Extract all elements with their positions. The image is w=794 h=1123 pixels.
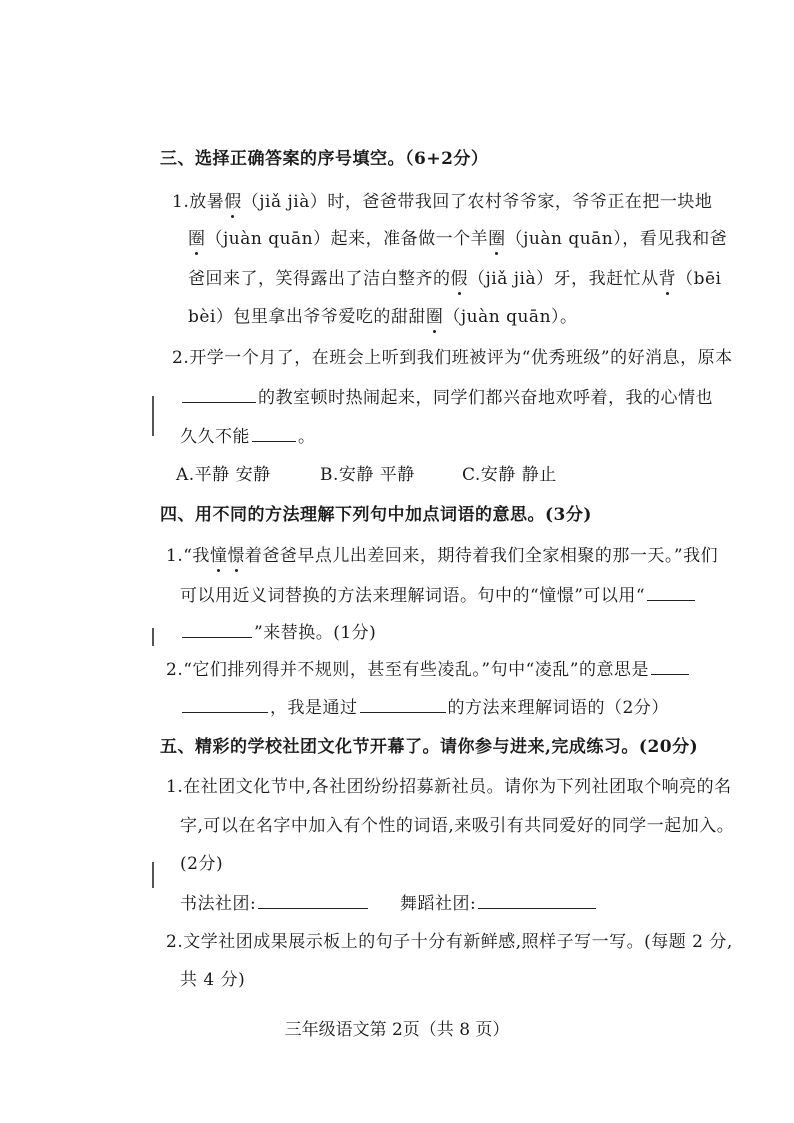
s3-q2-option-a: A.平静 安静 — [176, 465, 271, 485]
section-4-title: 四、用不同的方法理解下列句中加点词语的意思。(3分) — [160, 505, 592, 525]
s4-q2-line-2 — [180, 696, 669, 719]
section-3-title: 三、选择正确答案的序号填空。（6+2分） — [160, 149, 489, 169]
s5-q2-line-1: 2.文学社团成果展示板上的句子十分有新鲜感,照样子写一写。(每题 2 分, — [166, 932, 733, 952]
text: （jiǎ jià）牙，我赶忙从 — [468, 269, 659, 289]
s5-q1-line-2: 字,可以在名字中加入有个性的词语,来吸引有共同爱好的同学一起加入。 — [180, 816, 735, 836]
dotted-char: 圈 — [425, 307, 444, 327]
text: ”来替换。(1分) — [254, 623, 377, 643]
scan-mark — [152, 628, 154, 646]
dotted-char: 憧 — [209, 546, 228, 566]
page-footer: 三年级语文第 2页（共 8 页） — [284, 1020, 510, 1040]
answer-blank[interactable] — [182, 386, 256, 403]
text: 可以用近义词替换的方法来理解词语。句中的“憧憬”可以用“ — [180, 586, 646, 606]
answer-blank[interactable] — [182, 621, 252, 638]
text: （juàn quān）起来，准备做一个羊 — [205, 229, 489, 249]
scan-mark — [152, 862, 154, 888]
text: 爸回来了，笑得露出了洁白整齐的 — [188, 269, 451, 289]
s3-q1-line-1 — [172, 191, 712, 213]
dotted-char: 背 — [658, 269, 677, 289]
text: 2.“它们排列得并不规则，甚至有些凌乱。”句中“凌乱”的意思是 — [166, 660, 649, 680]
s3-q2-line-1: 2.开学一个月了，在班会上听到我们班被评为“优秀班级”的好消息，原本 — [172, 348, 733, 368]
dotted-char: 假 — [224, 192, 242, 212]
text: 1.“我 — [166, 546, 210, 566]
text: 着爸爸早点儿出差回来，期待着我们全家相聚的那一天。”我们 — [244, 546, 719, 566]
dotted-char: 圈 — [488, 229, 506, 249]
s3-q1-line-3 — [188, 268, 721, 290]
s3-q2-line-2 — [180, 386, 713, 409]
text: （juàn quān），看见我和爸 — [505, 229, 728, 249]
answer-blank[interactable] — [651, 658, 689, 675]
text: （jiǎ jià）时，爸爸带我回了农村爷爷家，爷爷正在把一块地 — [241, 192, 713, 212]
calligraphy-club-field — [180, 892, 370, 915]
dotted-char: 憬 — [227, 546, 245, 566]
s3-q2-line-3 — [180, 425, 316, 448]
s3-q1-line-4 — [188, 306, 578, 328]
field-label: 舞蹈社团: — [400, 894, 477, 914]
scan-mark — [152, 396, 154, 436]
field-label: 书法社团: — [180, 894, 257, 914]
dotted-char: 假 — [450, 269, 468, 289]
s4-q1-line-3 — [180, 621, 376, 644]
dance-club-field — [400, 892, 598, 915]
text: 。 — [298, 427, 316, 447]
text: 1.放暑 — [172, 192, 225, 212]
s3-q2-option-b: B.安静 平静 — [320, 465, 415, 485]
s4-q2-line-1 — [166, 658, 691, 681]
s5-q2-line-2: 共 4 分) — [180, 970, 246, 990]
text: （juàn quān）。 — [443, 307, 578, 327]
calligraphy-club-blank[interactable] — [258, 892, 368, 909]
text: bèi）包里拿出爷爷爱吃的甜甜 — [188, 307, 426, 327]
s3-q2-option-c: C.安静 静止 — [462, 465, 557, 485]
text: 久久不能 — [180, 427, 250, 447]
text: 的方法来理解词语的（2分） — [447, 698, 669, 718]
answer-blank[interactable] — [182, 696, 268, 713]
answer-blank[interactable] — [360, 696, 446, 713]
answer-blank[interactable] — [252, 425, 296, 442]
s4-q1-line-2 — [180, 584, 697, 607]
dance-club-blank[interactable] — [478, 892, 596, 909]
s5-q1-line-1: 1.在社团文化节中,各社团纷纷招募新社员。请你为下列社团取个响亮的名 — [166, 777, 732, 797]
text: 的教室顿时热闹起来，同学们都兴奋地欢呼着，我的心情也 — [258, 388, 713, 408]
dotted-char: 圈 — [188, 229, 206, 249]
section-5-title: 五、精彩的学校社团文化节开幕了。请你参与进来,完成练习。(20分) — [160, 737, 699, 757]
text: ，我是通过 — [270, 698, 358, 718]
s4-q1-line-1 — [166, 545, 718, 567]
s5-q1-line-3: (2分) — [180, 854, 224, 874]
s3-q1-line-2 — [188, 228, 727, 250]
answer-blank[interactable] — [647, 584, 695, 601]
text: （bēi — [676, 269, 722, 289]
